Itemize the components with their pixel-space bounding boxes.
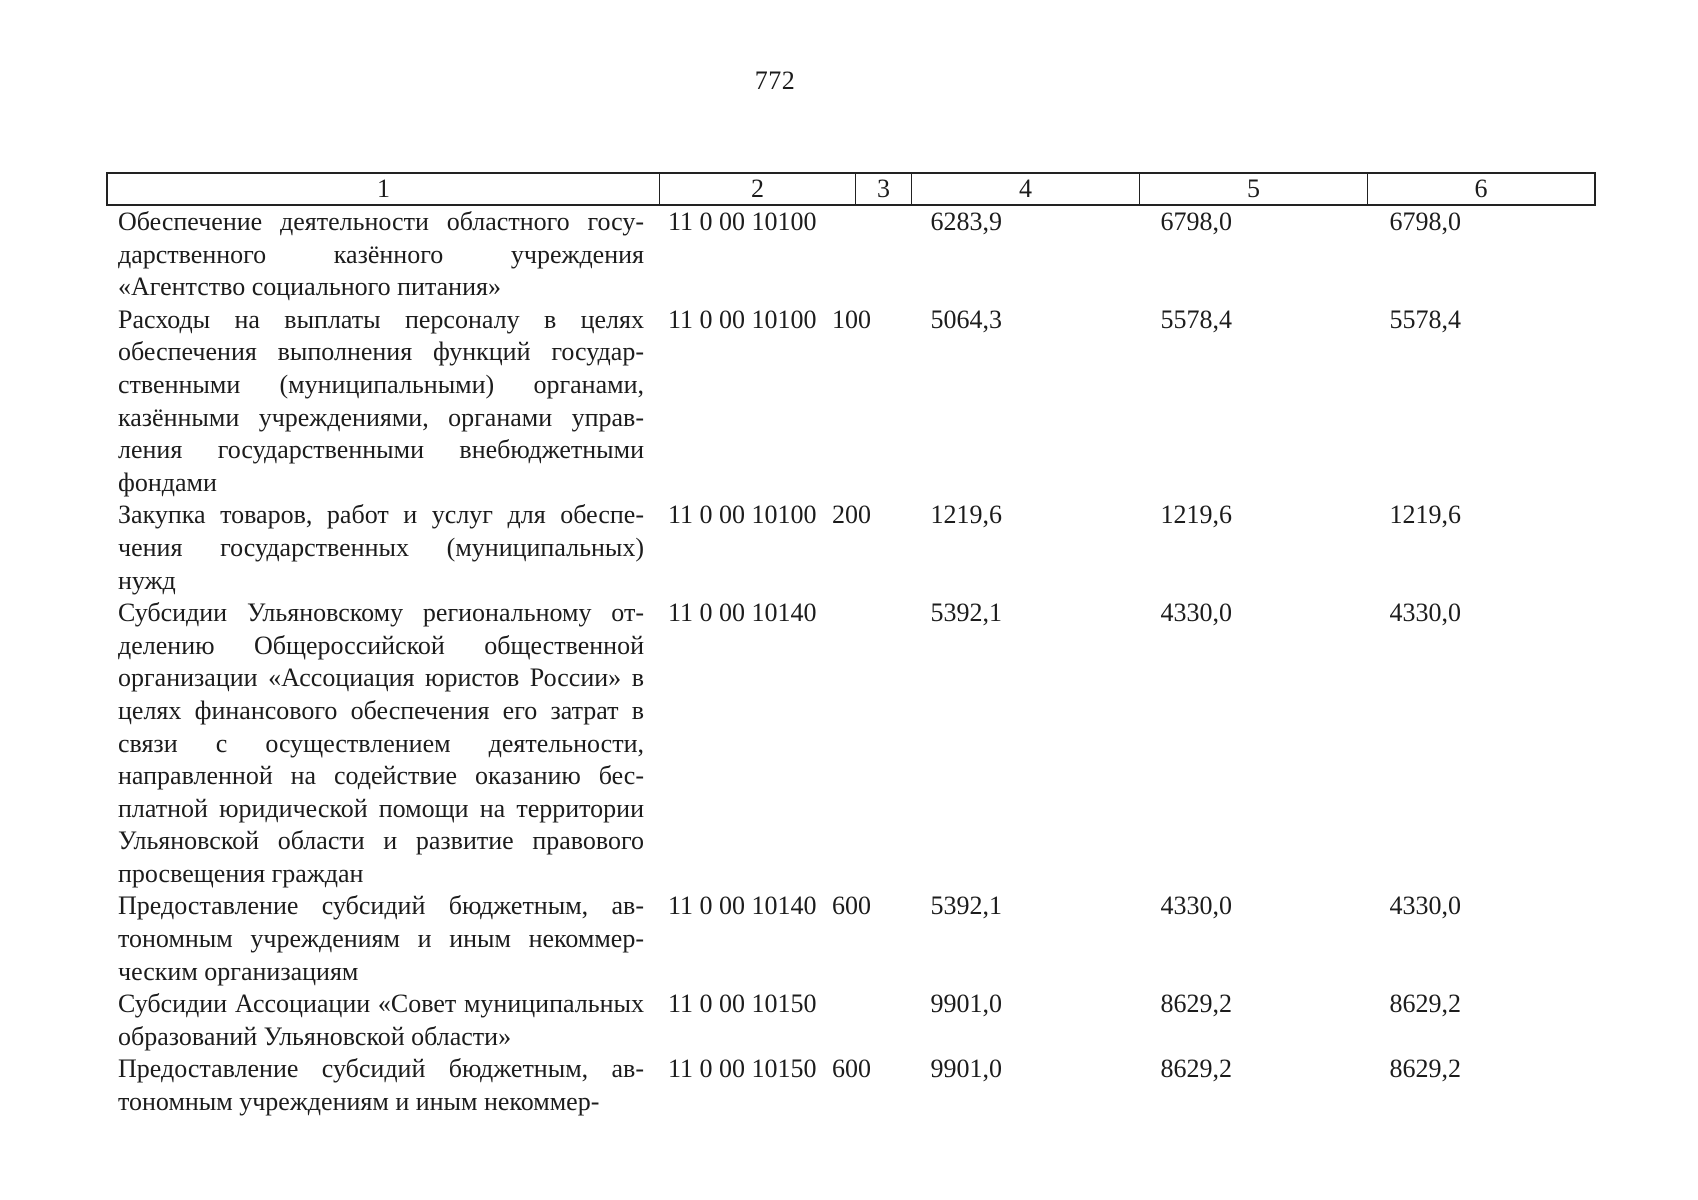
row-expense-type: 100 bbox=[832, 304, 871, 334]
row-expense-type: 200 bbox=[832, 500, 871, 530]
row-value-6: 4330,0 bbox=[1389, 891, 1461, 921]
row-value-6: 8629,2 bbox=[1389, 1054, 1461, 1084]
row-value-4: 1219,6 bbox=[930, 500, 1002, 530]
row-name: Предоставление субсидий бюджетным, автономным учреждениям и иным некоммерческим организациям bbox=[118, 891, 644, 986]
row-name: Закупка товаров, работ и услуг для обеспечения государственных (муниципальных) нужд bbox=[118, 500, 644, 595]
row-value-5: 8629,2 bbox=[1160, 989, 1232, 1019]
page-number: 772 bbox=[754, 66, 796, 95]
row-expense-type: 600 bbox=[832, 891, 871, 921]
table-row bbox=[106, 597, 1576, 890]
row-value-4: 5064,3 bbox=[930, 304, 1002, 334]
row-value-4: 5392,1 bbox=[930, 891, 1002, 921]
column-header-3: 3 bbox=[856, 174, 912, 204]
row-name: Расходы на выплаты персоналу в целях обеспечения выполнения функций государственными (муниципальными) органами, казёнными учреждениями, органами управления государственными внебюджетными фондами bbox=[118, 304, 644, 497]
row-value-4: 5392,1 bbox=[930, 598, 1002, 628]
row-code: 11 0 00 10150 bbox=[668, 1054, 817, 1084]
row-value-6: 4330,0 bbox=[1389, 598, 1461, 628]
row-code: 11 0 00 10150 bbox=[668, 989, 817, 1019]
row-code: 11 0 00 10100 bbox=[668, 207, 817, 236]
row-expense-type: 600 bbox=[832, 1054, 871, 1084]
table-row bbox=[106, 206, 1576, 304]
row-value-4: 6283,9 bbox=[930, 207, 1002, 236]
column-header-4: 4 bbox=[912, 174, 1140, 204]
table-row bbox=[106, 988, 1576, 1053]
row-value-5: 4330,0 bbox=[1160, 598, 1232, 628]
row-code: 11 0 00 10100 bbox=[668, 304, 817, 334]
row-name: Субсидии Ассоциации «Совет муниципальных образований Ульяновской области» bbox=[118, 989, 644, 1051]
row-value-5: 1219,6 bbox=[1160, 500, 1232, 530]
table-row bbox=[106, 304, 1576, 500]
table-header bbox=[106, 172, 1596, 206]
row-code: 11 0 00 10140 bbox=[668, 598, 817, 628]
table-row bbox=[106, 499, 1576, 597]
row-name: Предоставление субсидий бюджетным, автономным учреждениям и иным некоммер- bbox=[118, 1054, 644, 1117]
column-header-2: 2 bbox=[660, 174, 856, 204]
row-value-6: 6798,0 bbox=[1389, 207, 1461, 236]
row-value-6: 5578,4 bbox=[1389, 304, 1461, 334]
column-header-1: 1 bbox=[108, 174, 660, 204]
row-value-4: 9901,0 bbox=[930, 989, 1002, 1019]
table-row bbox=[106, 1053, 1576, 1118]
row-value-6: 8629,2 bbox=[1389, 989, 1461, 1019]
row-name: Субсидии Ульяновскому региональному отделению Общероссийской общественной организации «Ассоциация юристов России» в целях финансового обеспечения его затрат в связи с осуществлением деятельности, направленной на содействие оказанию бесплатной юридической помощи на территории Ульяновской области и развитие правового просвещения граждан bbox=[118, 598, 644, 888]
row-value-5: 4330,0 bbox=[1160, 891, 1232, 921]
row-name: Обеспечение деятельности областного государственного казённого учреждения «Агентство социального питания» bbox=[118, 207, 644, 302]
column-header-5: 5 bbox=[1140, 174, 1368, 204]
row-value-5: 8629,2 bbox=[1160, 1054, 1232, 1084]
column-header-6: 6 bbox=[1474, 174, 1488, 203]
table-row bbox=[106, 890, 1576, 988]
row-code: 11 0 00 10140 bbox=[668, 891, 817, 921]
row-value-6: 1219,6 bbox=[1389, 500, 1461, 530]
row-value-4: 9901,0 bbox=[930, 1054, 1002, 1084]
row-value-5: 6798,0 bbox=[1160, 207, 1232, 236]
row-value-5: 5578,4 bbox=[1160, 304, 1232, 334]
table-body bbox=[106, 206, 1576, 1119]
row-code: 11 0 00 10100 bbox=[668, 500, 817, 530]
